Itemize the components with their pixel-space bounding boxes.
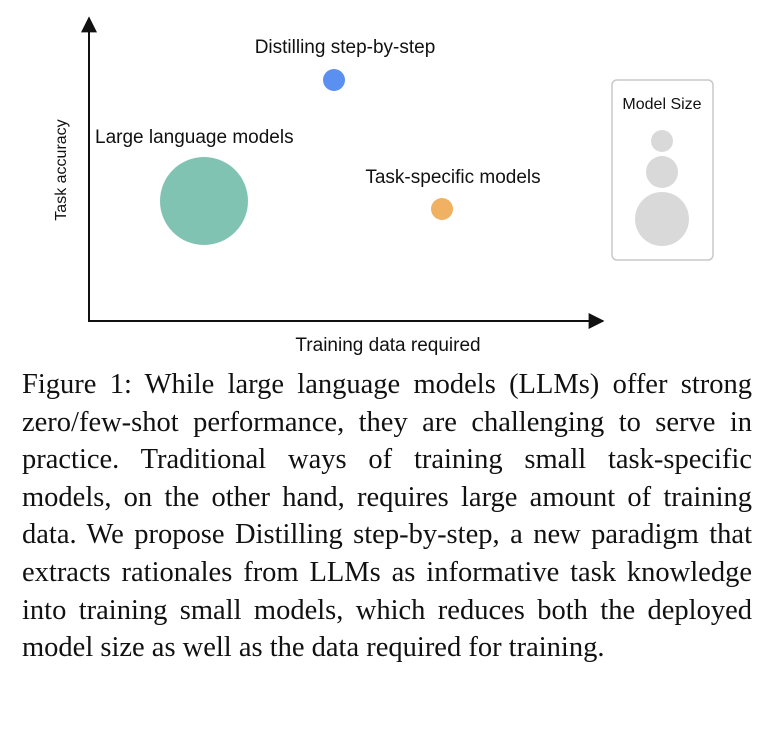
legend-size-large: [635, 192, 689, 246]
x-axis-label: Training data required: [295, 335, 481, 356]
legend-size-small: [651, 130, 673, 152]
llm-label: Large language models: [95, 127, 294, 148]
distilling-label: Distilling step-by-step: [254, 37, 436, 58]
figure-1-diagram: [0, 0, 770, 360]
task-specific-point: [431, 198, 453, 220]
legend-size-medium: [646, 156, 678, 188]
y-axis-label: Task accuracy: [53, 119, 70, 221]
figure-caption: Figure 1: While large language models (LLMs) offer strong zero/few-shot performance, they are challenging to serve in practice. Traditional ways of training small task-specific models, on the other hand, requires large amount of training data. We propose Distilling step-by-step, a new paradigm that extracts rationales from LLMs as informative task knowledge into training small models, which reduces both the deployed model size as well as the data required for training.: [22, 369, 752, 664]
distilling-point: [323, 69, 345, 91]
model-size-legend: [612, 80, 713, 260]
legend-title: Model Size: [622, 96, 702, 113]
task-specific-label: Task-specific models: [365, 167, 541, 188]
llm-point: [160, 157, 248, 245]
